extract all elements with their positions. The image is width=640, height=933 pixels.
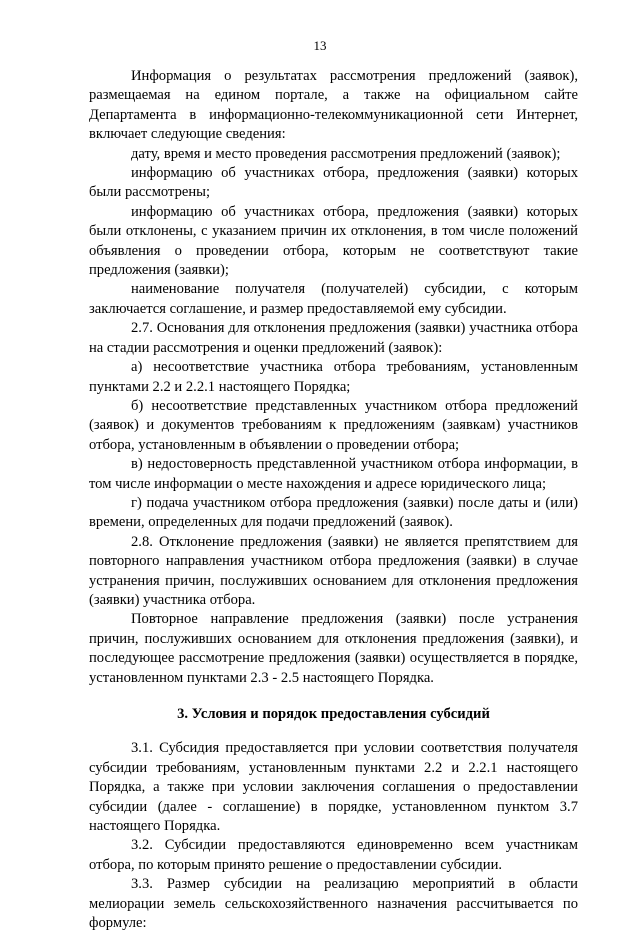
clause-2-7-b: б) несоответствие представленных участником отбора предложений (заявок) и документов требованиям к предложениям (заявкам) участников отбора, установленным в объявлении о проведении отбора; [89,397,578,453]
paragraph-results-info: Информация о результатах рассмотрения предложений (заявок), размещаемая на едином портале, а также на официальном сайте Департамента в информационно-телекоммуникационной сети Интернет, включает следующие сведения: [89,68,578,143]
clause-3-2: 3.2. Субсидии предоставляются единовременно всем участникам отбора, по которым принято решение о предоставлении субсидии. [89,837,578,873]
clause-3-3: 3.3. Размер субсидии на реализацию мероприятий в области мелиорации земель сельскохозяйственного назначения рассчитывается по формуле: [89,876,578,932]
clause-2-8: 2.8. Отклонение предложения (заявки) не является препятствием для повторного направления участником отбора предложения (заявки) в случае устранения причин, послуживших основанием для отклонения предложения (заявки) участника отбора. [89,533,578,608]
clause-3-1: 3.1. Субсидия предоставляется при условии соответствия получателя субсидии требованиям, установленным пунктами 2.2 и 2.2.1 настоящего Порядка, а также при условии заключения соглашения о предоставлении субсидии (далее - соглашение) в порядке, установленном пунктом 3.7 настоящего Порядка. [89,740,578,835]
document-body [89,67,578,933]
list-item-recipient-name: наименование получателя (получателей) субсидии, с которым заключается соглашение, и размер предоставляемой ему субсидии. [89,281,578,317]
page-number: 13 [313,38,327,53]
clause-2-7-a: а) несоответствие участника отбора требованиям, установленным пунктами 2.2 и 2.2.1 настоящего Порядка; [89,359,578,395]
clause-2-7-v: в) недостоверность представленной участником отбора информации, в том числе информации о месте нахождения и адресе юридического лица; [89,456,578,492]
section-3-heading: 3. Условия и порядок предоставления субсидий [177,706,490,722]
paragraph-resubmission: Повторное направление предложения (заявки) после устранения причин, послуживших основанием для отклонения предложения (заявки), и последующее рассмотрение предложения (заявки) осуществляется в порядке, установленном пунктами 2.3 - 2.5 настоящего Порядка. [89,611,578,686]
list-item-date-time-place: дату, время и место проведения рассмотрения предложений (заявок); [131,145,561,162]
clause-2-7-g: г) подача участником отбора предложения (заявки) после даты и (или) времени, определенных для подачи предложений (заявок). [89,494,578,531]
clause-2-7: 2.7. Основания для отклонения предложения (заявки) участника отбора на стадии рассмотрения и оценки предложений (заявок): [89,320,578,356]
list-item-reviewed-participants: информацию об участниках отбора, предложения (заявки) которых были рассмотрены; [89,165,578,201]
list-item-rejected-participants: информацию об участниках отбора, предложения (заявки) которых были отклонены, с указанием причин их отклонения, в том числе положений объявления о проведении отбора, которым не соответствуют такие предложения (заявки); [89,203,578,279]
